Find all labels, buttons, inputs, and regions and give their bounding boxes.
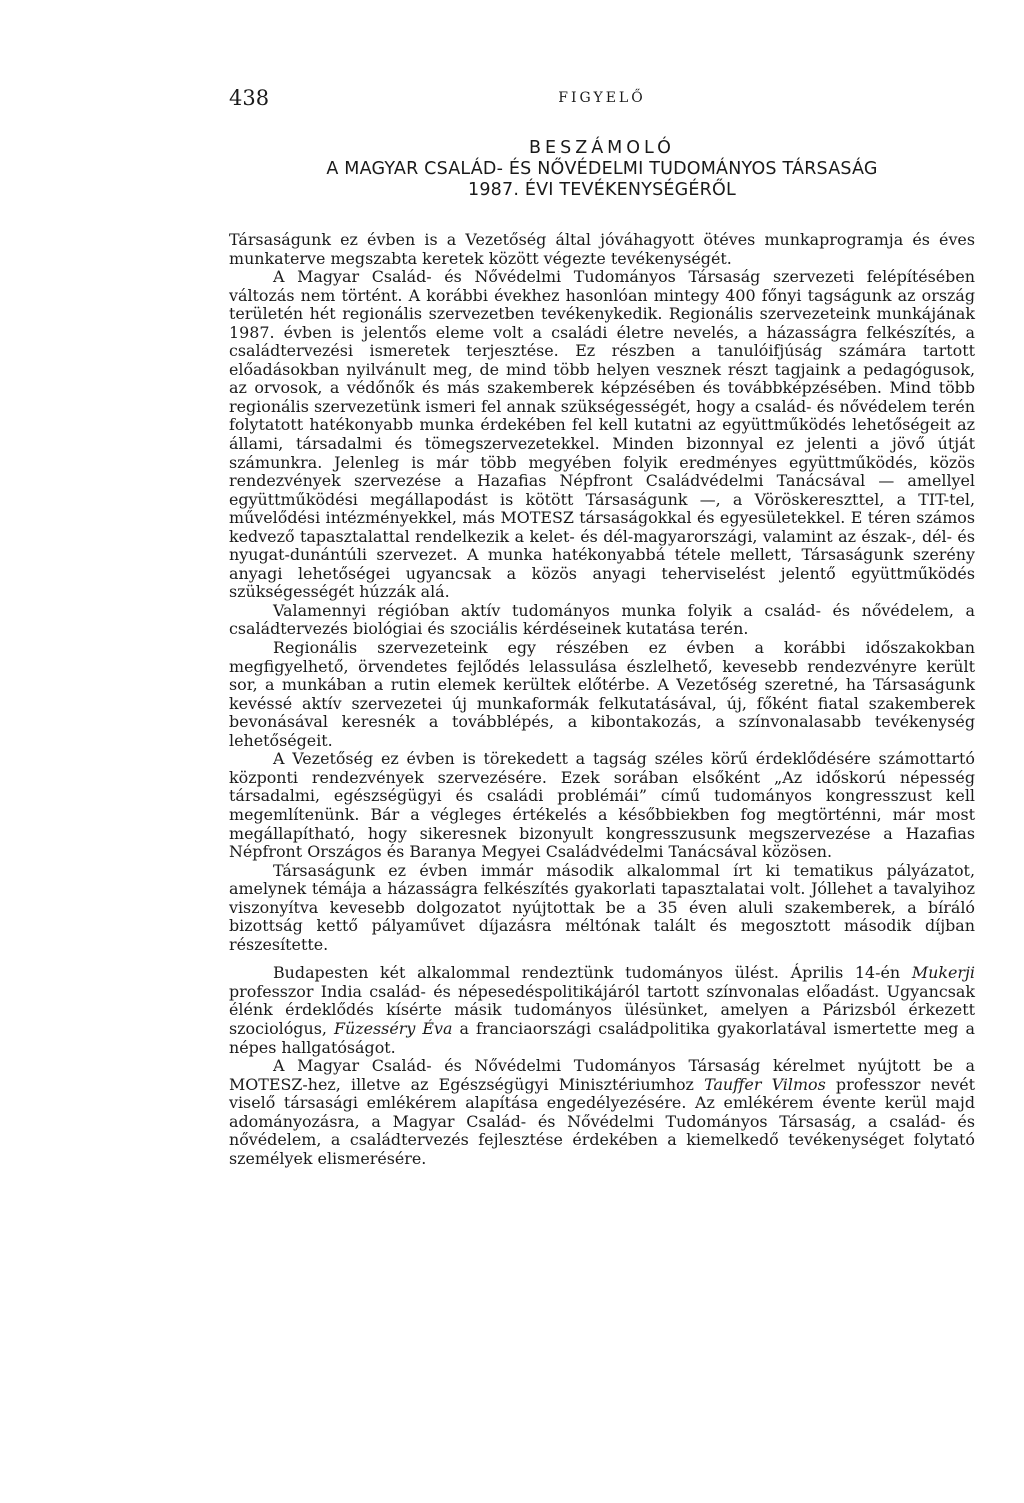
running-head: FIGYELŐ bbox=[558, 90, 646, 106]
paragraph-3: Valamennyi régióban aktív tudományos munka folyik a család- és nővédelem, a családtervezés biológiai és szociális kérdéseinek kutatása terén. bbox=[229, 600, 975, 639]
paragraph-7 bbox=[229, 964, 975, 1057]
paragraph-8 bbox=[229, 1057, 975, 1168]
article-title bbox=[229, 138, 975, 201]
page-number: 438 bbox=[229, 86, 270, 110]
title-main: BESZÁMOLÓ bbox=[529, 138, 675, 158]
title-line-1: A MAGYAR CSALÁD- ÉS NŐVÉDELMI TUDOMÁNYOS TÁRSASÁG bbox=[326, 159, 878, 179]
person-name-mukerji: Mukerji bbox=[911, 963, 975, 983]
page-header bbox=[229, 86, 975, 116]
paragraph-2: A Magyar Család- és Nővédelmi Tudományos Társaság szervezeti felépítésében változás nem történt. A korábbi évekhez hasonlóan mintegy 400 főnyi tagságunk az ország területén hét regionális szervezetben tevékenykedik. Regionális szervezeteink munkájának 1987. évben is jelentős eleme volt a családi életre nevelés, a házasságra felkészítés, a családtervezési ismeretek terjesztése. Ez részben a tanulóifjúság számára tartott előadásokban nyilvánult meg, de mind több helyen vesznek részt tagjaink a pedagógusok, az orvosok, a védőnők és más szakemberek képzésében és továbbképzésében. Mind több regionális szervezetünk ismeri fel annak szükségességét, hogy a család- és nővédelem terén folytatott hatékonyabb munka érdekében fel kell kutatni az együttműködés lehetőségeit az állami, társadalmi és tömegszervezetekkel. Minden bizonnyal ez jelenti a jövő útját számunkra. Jelenleg is már több megyében folyik eredményes együttműködés, közös rendezvények szervezése a Hazafias Népfront Családvédelmi Tanácsával — amellyel együttműködési megállapodást is kötött Társaságunk —, a Vöröskereszttel, a TIT-tel, művelődési intézményekkel, más MOTESZ társaságokkal és egyesületekkel. E téren számos kedvező tapasztalattal rendelkezik a kelet- és dél-magyarországi, valamint az észak-, dél- és nyugat-dunántúli szervezet. A munka hatékonyabbá tétele mellett, Társaságunk szerény anyagi lehetőségei ugyancsak a közös anyagi teherviselést jelentő együttműködés szükségességét húzzák alá. bbox=[229, 267, 975, 602]
paragraph-1: Társaságunk ez évben is a Vezetőség által jóváhagyott ötéves munkaprogramja és éves munkaterve megszabta keretek között végezte tevékenységét. bbox=[229, 230, 975, 268]
title-line-2: 1987. ÉVI TEVÉKENYSÉGÉRŐL bbox=[468, 180, 736, 200]
paragraph-7-part-1: Budapesten két alkalommal rendeztünk tudományos ülést. Április 14-én bbox=[273, 963, 912, 983]
paragraph-7-part-3: a franciaországi családpolitika gyakorlatával ismertette meg a népes hallgatóságot. bbox=[229, 1018, 975, 1057]
person-name-fuzessery: Füzesséry Éva bbox=[333, 1018, 453, 1038]
paragraph-7-part-2: professzor India család- és népesedéspolitikájáról tartott színvonalas előadást. Ugyancsak élénk érdeklődés kísérte másik tudományos ülésünket, amelyen a Párizsból érkezett szociológus, bbox=[229, 981, 975, 1038]
person-name-tauffer: Tauffer Vilmos bbox=[704, 1074, 826, 1094]
paragraph-4: Regionális szervezeteink egy részében ez évben a korábbi időszakokban megfigyelhető, örvendetes fejlődés lelassulása észlelhető, kevesebb rendezvényre került sor, a munkában a rutin elemek kerültek előtérbe. A Vezetőség szeretné, ha Társaságunk kevéssé aktív szervezetei új munkaformák felkutatásával, új, főként fiatal szakemberek bevonásával keresnék a továbblépés, a kibontakozás, a színvonalasabb tevékenység lehetőségeit. bbox=[229, 638, 975, 750]
paragraph-6: Társaságunk ez évben immár második alkalommal írt ki tematikus pályázatot, amelynek témája a házasságra felkészítés gyakorlati tapasztalatai volt. Jóllehet a tavalyihoz viszonyítva kevesebb dolgozatot nyújtottak be a 35 éven aluli szakemberek, a bíráló bizottság kettő pályaművet díjazásra méltónak talált és megosztott második díjban részesítette. bbox=[229, 860, 975, 954]
article-body bbox=[229, 231, 975, 1168]
paragraph-5: A Vezetőség ez évben is törekedett a tagság széles körű érdeklődésére számottartó központi rendezvények szervezésére. Ezek sorában elsőként „Az időskorú népesség társadalmi, egészségügyi és családi problémái” című tudományos kongresszust kell megemlítenünk. Bár a végleges értékelés a későbbiekben fog megtörténni, már most megállapítható, hogy sikeresnek bizonyult kongresszusunk megszervezése a Hazafias Népfront Országos és Baranya Megyei Családvédelmi Tanácsával közösen. bbox=[229, 749, 975, 862]
paragraph-8-part-2: professzor nevét viselő társasági emlékérem alapítása engedélyezésére. Az emlékérem évente kerül majd adományozásra, a Magyar Család- és Nővédelmi Tudományos Társaság, a család- és nővédelem, a családtervezés fejlesztése érdekében a kiemelkedő tevékenységet folytató személyek elismerésére. bbox=[229, 1074, 975, 1168]
paragraph-8-part-1: A Magyar Család- és Nővédelmi Tudományos Társaság kérelmet nyújtott be a MOTESZ-hez, illetve az Egészségügyi Minisztériumhoz bbox=[229, 1056, 975, 1094]
